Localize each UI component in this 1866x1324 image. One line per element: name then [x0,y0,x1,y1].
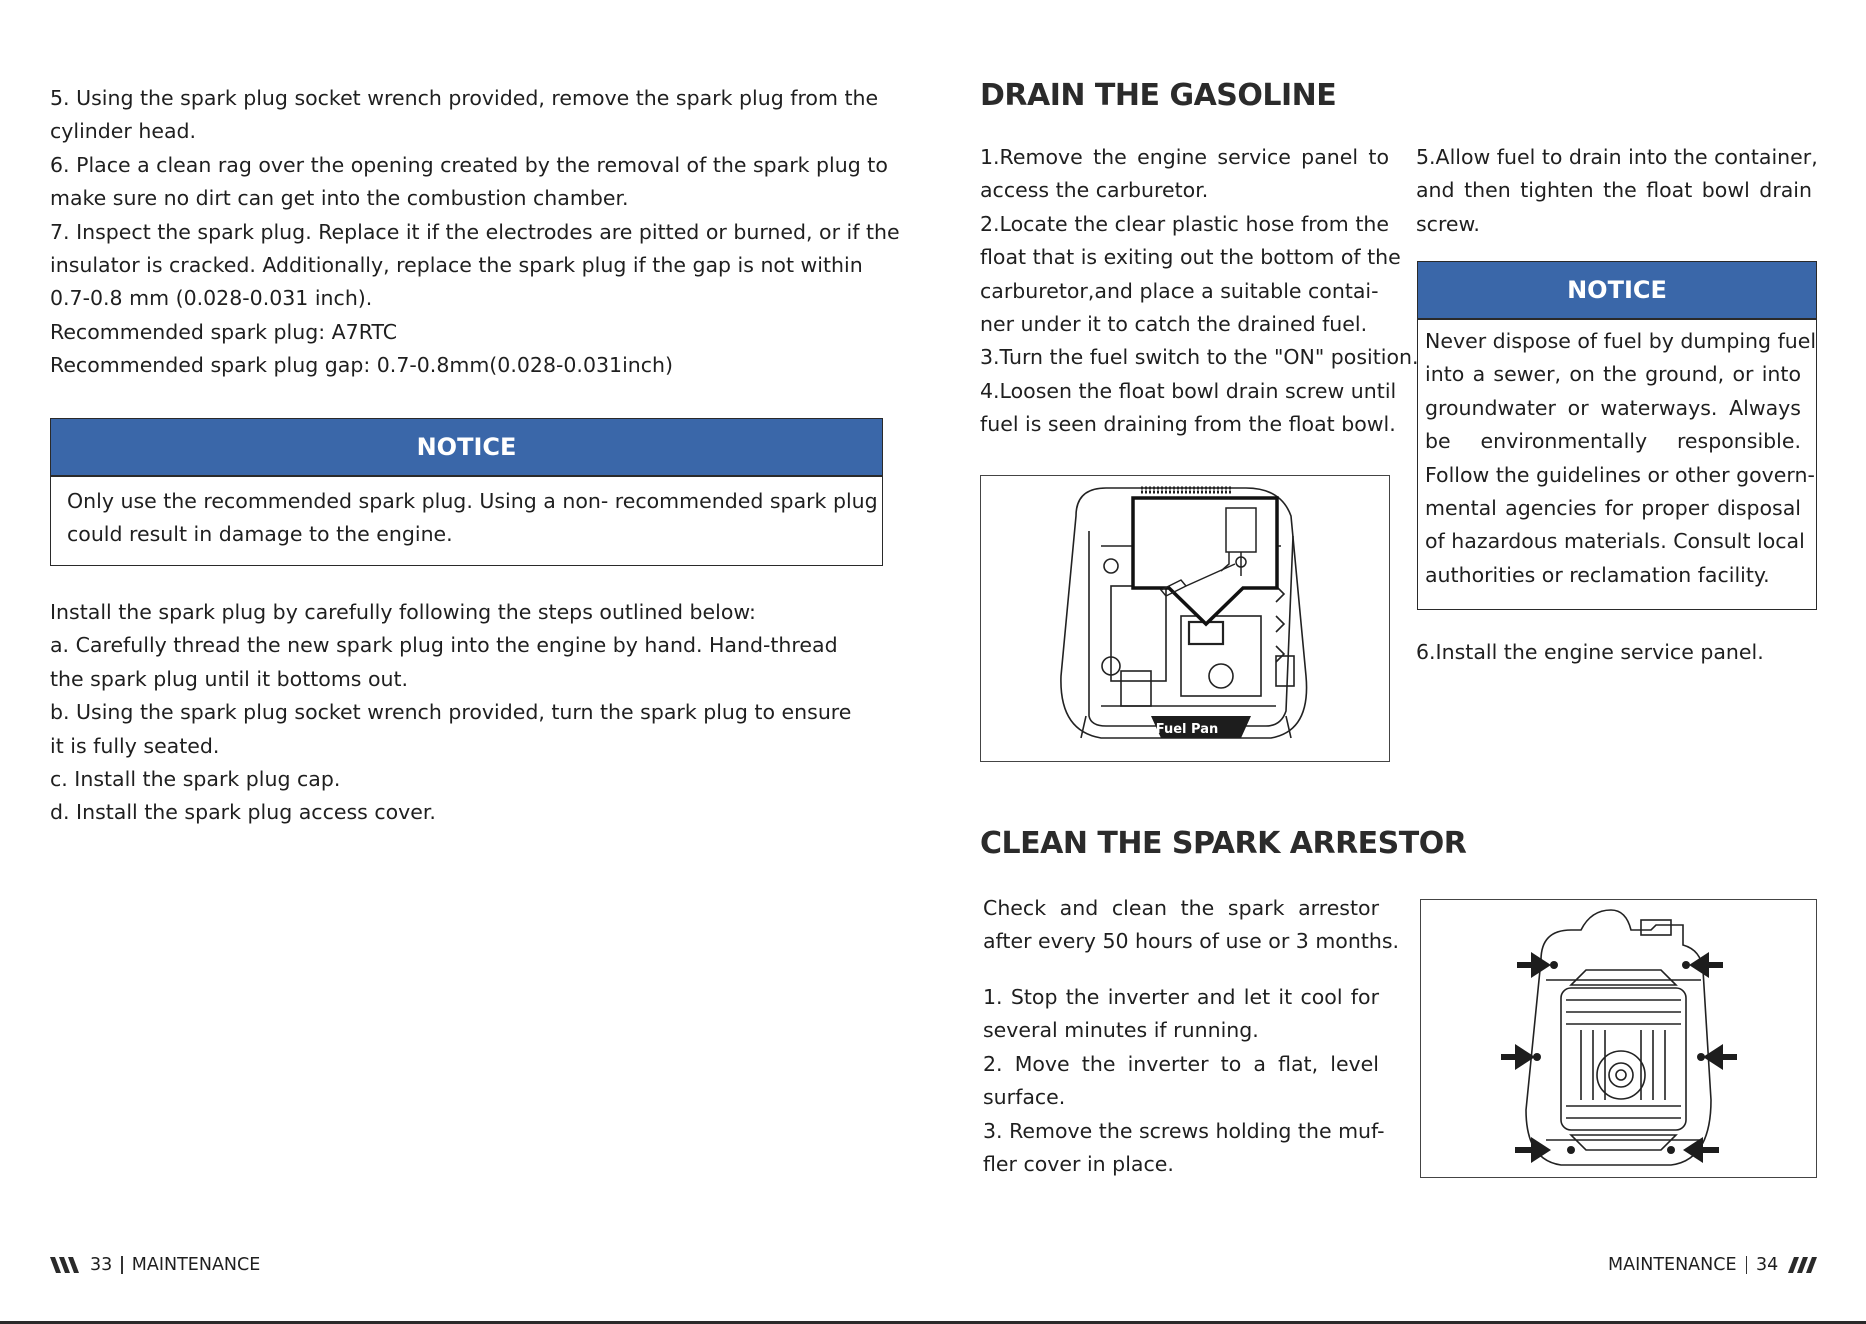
arrestor-intro [983,892,1400,959]
text-line: 3.Turn the fuel switch to the "ON" position. [980,345,1419,370]
text-line: make sure no dirt can get into the combustion chamber. [50,186,629,211]
text-line: 4.Loosen the float bowl drain screw until [980,378,1397,403]
text-line: d. Install the spark plug access cover. [50,800,436,825]
arrestor-heading: CLEAN THE SPARK ARRESTOR [980,826,1467,861]
text-line: screw. [1416,211,1480,236]
text-line: 5.Allow fuel to drain into the container, [1416,145,1818,169]
right-notice-box [1417,261,1817,610]
text-line: Never dispose of fuel by dumping fuel [1425,329,1817,353]
drain-step6: 6.Install the engine service panel. [1416,640,1764,664]
arrow-icons [1501,952,1737,1163]
text-line: it is fully seated. [50,733,220,758]
drain-heading: DRAIN THE GASOLINE [980,78,1337,113]
footer-section: MAINTENANCE [1608,1255,1737,1275]
text-line: 1. Stop the inverter and let it cool for [983,985,1379,1009]
generator-side-illustration [981,476,1391,763]
text-line: and then tighten the float bowl drain [1416,178,1812,203]
text-line: fler cover in place. [983,1152,1174,1177]
right-footer [1608,1253,1820,1277]
text-line: a. Carefully thread the new spark plug into the engine by hand. Hand-thread [50,633,838,658]
page-number: 33 [90,1255,113,1275]
notice-body [1425,325,1817,592]
stripes-icon [50,1255,82,1275]
left-notice-box [50,418,883,566]
notice-title: NOTICE [51,419,882,475]
text-line: access the carburetor. [980,178,1209,203]
text-line: 2.Locate the clear plastic hose from the [980,211,1389,236]
text-line: of hazardous materials. Consult local [1425,529,1805,554]
text-line: ner under it to catch the drained fuel. [980,312,1368,337]
spark-arrestor-figure [1420,899,1817,1178]
text-line: surface. [983,1085,1066,1110]
text-line: after every 50 hours of use or 3 months. [983,929,1400,954]
text-line: 6. Place a clean rag over the opening created by the removal of the spark plug to [50,152,888,177]
text-line: several minutes if running. [983,1018,1259,1043]
text-line: Only use the recommended spark plug. Using a non- recommended spark plug [67,489,878,513]
text-line: 7. Inspect the spark plug. Replace it if the electrodes are pitted or burned, or if the [50,219,900,244]
stripes-icon [1788,1255,1820,1275]
text-line: insulator is cracked. Additionally, replace the spark plug if the gap is not within [50,253,863,278]
text-line: be environmentally responsible. [1425,429,1801,454]
text-line: 5. Using the spark plug socket wrench provided, remove the spark plug from the [50,86,879,110]
text-line: 0.7-0.8 mm (0.028-0.031 inch). [50,286,373,311]
text-line: b. Using the spark plug socket wrench provided, turn the spark plug to ensure [50,700,852,725]
text-line: could result in damage to the engine. [67,522,453,547]
left-footer [50,1253,260,1277]
page-number: 34 [1756,1255,1779,1275]
text-line: Recommended spark plug: A7RTC [50,319,398,344]
fuel-pan-label: Fuel Pan [1155,722,1219,737]
muffler-cover-illustration [1421,900,1818,1179]
text-line: Follow the guidelines or other govern- [1425,462,1815,487]
text-line: 3. Remove the screws holding the muf- [983,1118,1385,1143]
notice-body [67,485,878,552]
text-line: float that is exiting out the bottom of the [980,245,1401,270]
drain-col1 [980,141,1419,442]
text-line: mental agencies for proper disposal [1425,496,1801,521]
text-line: carburetor,and place a suitable contai- [980,278,1379,303]
notice-title: NOTICE [1418,262,1816,318]
text-line: Install the spark plug by carefully following the steps outlined below: [50,600,756,624]
footer-section: MAINTENANCE [131,1255,261,1275]
drain-col2 [1416,141,1818,241]
left-steps-top [50,82,900,383]
text-line: c. Install the spark plug cap. [50,767,341,792]
arrestor-steps [983,981,1385,1181]
text-line: cylinder head. [50,119,197,144]
fuel-pan-figure [980,475,1390,762]
text-line: into a sewer, on the ground, or into [1425,362,1801,387]
text-line: Check and clean the spark arrestor [983,896,1379,920]
left-steps-bottom [50,596,890,830]
text-line: the spark plug until it bottoms out. [50,666,409,691]
text-line: authorities or reclamation facility. [1425,562,1770,587]
text-line: fuel is seen draining from the float bowl. [980,412,1396,437]
text-line: Recommended spark plug gap: 0.7-0.8mm(0.028-0.031inch) [50,353,674,378]
footer-divider [121,1256,123,1274]
footer-divider [1746,1256,1748,1274]
text-line: 1.Remove the engine service panel to [980,145,1389,169]
text-line: groundwater or waterways. Always [1425,395,1801,420]
text-line: 2. Move the inverter to a flat, level [983,1051,1379,1076]
